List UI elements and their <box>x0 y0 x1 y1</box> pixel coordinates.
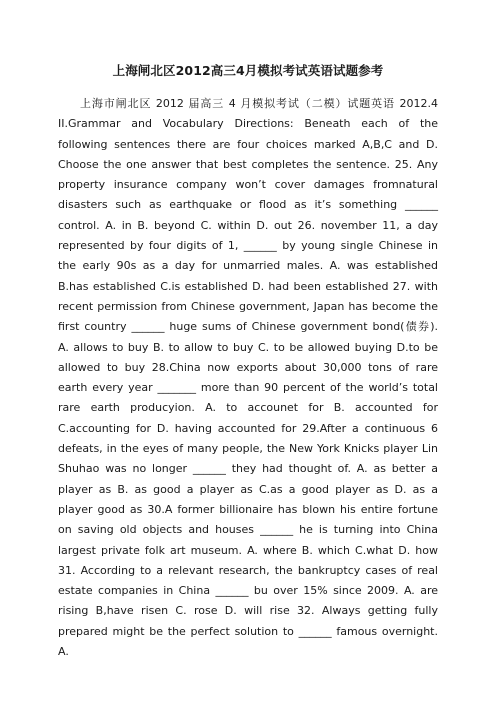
document-title: 上海闸北区2012高三4月模拟考试英语试题参考 <box>112 63 384 78</box>
document-body-text: 上海市闸北区 2012 届高三 4 月模拟考试（二模）试题英语 2012.4 II.Grammar and Vocabulary Directions: Beneath each of the following sentences there are four choices marked A,B,C and D. Choose the one answer that best completes the sentence. 25. Any property insurance company won’t cover damages fromnatural disasters such as earthquake or flood as it’s something ______ control. A. in B. beyond C. within D. out 26. november 11, a day represented by four digits of 1, ______ by young single Chinese in the early 90s as a day for unmarried males. A. was established B.has established C.is established D. had been established 27. with recent permission from Chinese government, Japan has become the first country ______ huge sums of Chinese government bond(债券). A. allows to buy B. to allow to buy C. to be allowed buying D.to be allowed to buy 28.China now exports about 30,000 tons of rare earth every year _______ more than 90 percent of the world’s total rare earth producyion. A. to accounet for B. accounted for C.accounting for D. having accounted for 29.After a continuous 6 defeats, in the eyes of many people, the New York Knicks player Lin Shuhao was no longer ______ they had thought of. A. as better a player as B. as good a player as C.as a good player as D. as a player good as 30.A former billionaire has blown his entire fortune on saving old objects and houses ______ he is turning into China largest private folk art museum. A. where B. which C.what D. how 31. According to a relevant research, the bankruptcy cases of real estate companies in China ______ bu over 15% since 2009. A. are rising B,have risen C. rose D. will rise 32. Always getting fully prepared might be the perfect solution to ______ famous overnight. A. <box>58 97 438 659</box>
